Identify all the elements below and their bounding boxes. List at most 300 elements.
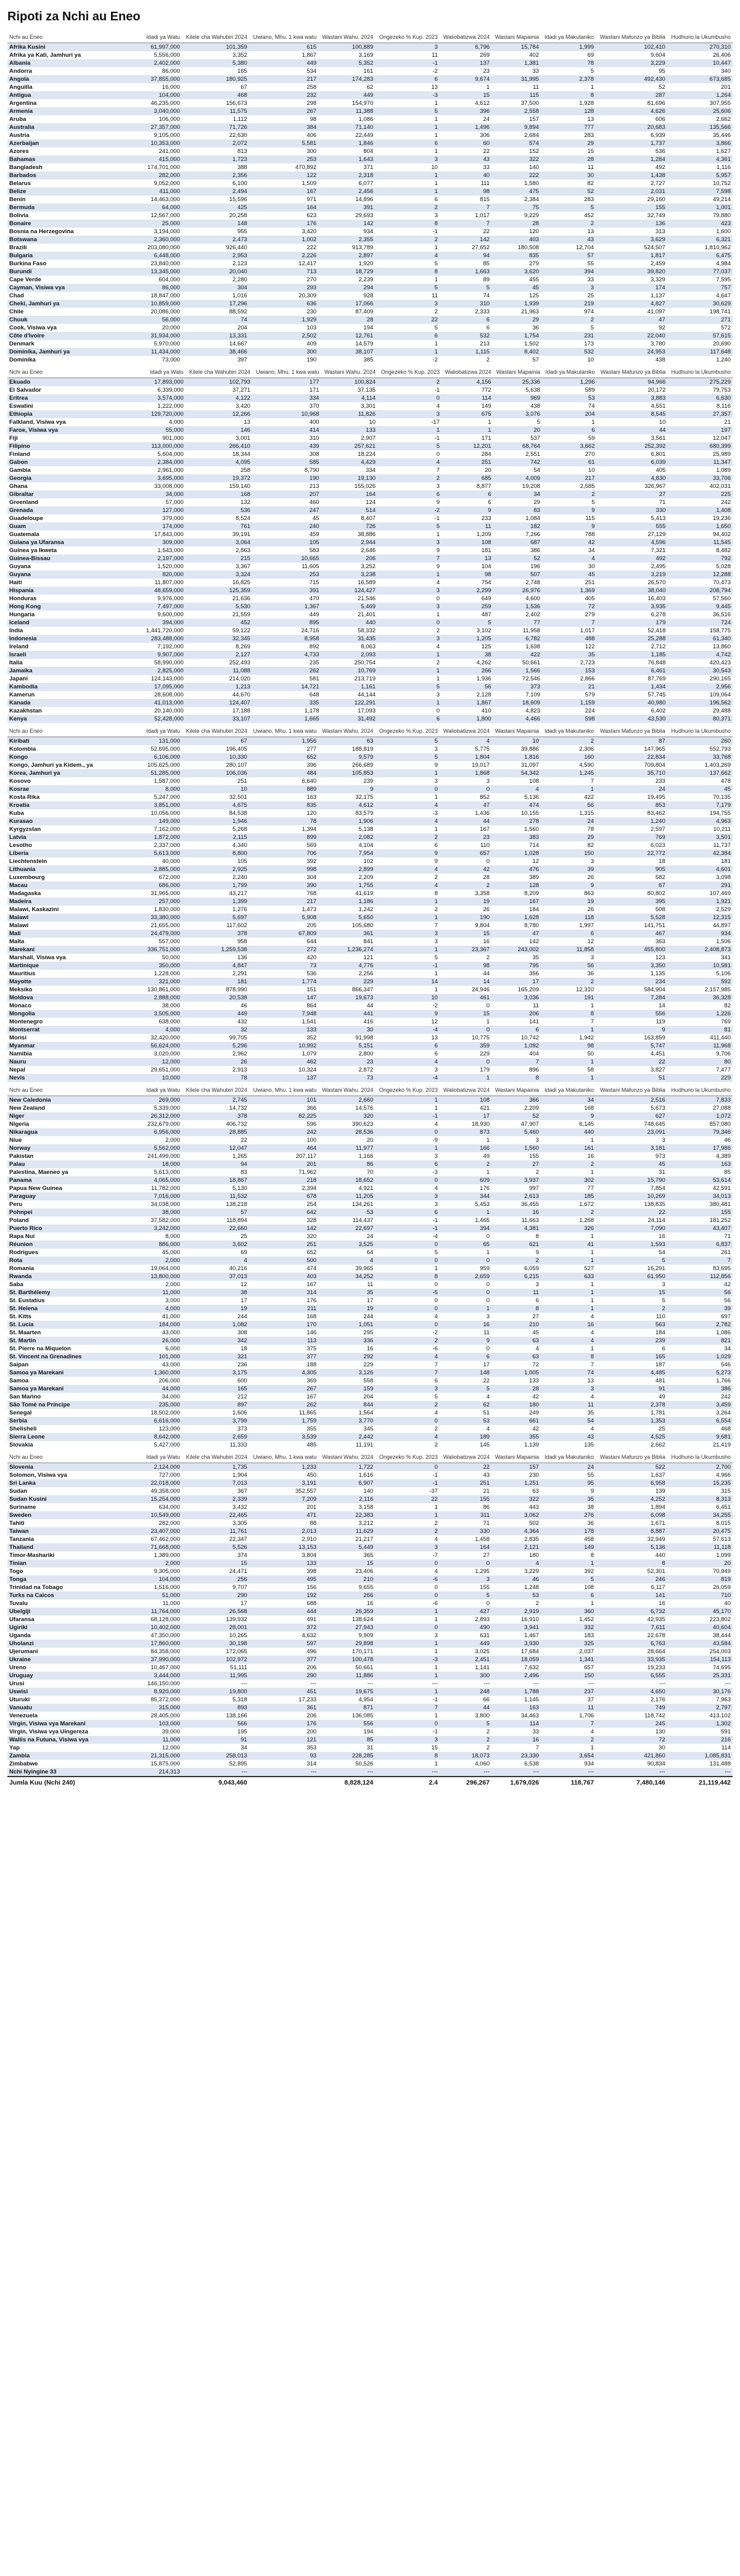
cell-value: 409 <box>249 340 318 348</box>
cell-value: 18 <box>596 857 667 865</box>
table-row <box>7 938 733 946</box>
cell-value: 0 <box>375 1624 440 1632</box>
cell-value: 5,650 <box>318 914 375 922</box>
cell-value: 311 <box>440 1511 491 1519</box>
cell-value: 1,929 <box>249 316 318 324</box>
cell-value: 141 <box>491 1018 541 1026</box>
country-name: Ubelgiji <box>7 1608 143 1616</box>
cell-value: 29,693 <box>318 212 375 220</box>
cell-value: 280,107 <box>182 761 249 769</box>
cell-value: 13 <box>375 83 440 91</box>
cell-value: 149 <box>442 402 493 410</box>
table-row <box>7 332 733 340</box>
cell-value: 9,604 <box>596 51 667 59</box>
cell-value: 51 <box>440 1409 491 1417</box>
table-row <box>7 1624 733 1632</box>
cell-value: 21,636 <box>186 595 252 603</box>
country-name: Dominika <box>7 356 143 364</box>
cell-value: 108 <box>491 777 541 785</box>
cell-value: 3 <box>377 539 442 547</box>
cell-value: 410 <box>442 707 493 715</box>
cell-value: 4,626 <box>596 107 667 115</box>
total-value: 21,119,442 <box>667 1777 733 1789</box>
country-name: Malawi, Kaskazini <box>7 906 143 914</box>
cell-value: 53 <box>440 1417 491 1425</box>
cell-value: 451 <box>249 1688 318 1696</box>
cell-value: 92 <box>596 324 667 332</box>
table-row <box>7 300 733 308</box>
cell-value: 308 <box>182 1329 249 1337</box>
table-row <box>7 659 733 667</box>
cell-value: 913,789 <box>318 244 375 252</box>
cell-value: 522 <box>596 1463 667 1472</box>
cell-value: 2,910 <box>249 1535 318 1543</box>
cell-value: 64 <box>318 1249 375 1257</box>
cell-value: 22 <box>440 147 491 155</box>
cell-value: 8 <box>375 890 440 898</box>
cell-value: 6,077 <box>318 180 375 188</box>
cell-value: 24 <box>596 785 667 793</box>
column-header: Nchi au Eneo <box>7 33 143 43</box>
cell-value: 223,802 <box>667 1616 733 1624</box>
cell-value: 0 <box>375 1321 440 1329</box>
cell-value: 6 <box>375 1377 440 1385</box>
cell-value: 508 <box>596 906 667 914</box>
table-row <box>7 490 733 498</box>
cell-value: 9 <box>375 857 440 865</box>
cell-value: 128 <box>541 107 596 115</box>
header-row <box>7 1453 733 1463</box>
cell-value: 123,000 <box>143 1425 182 1433</box>
table-row <box>7 595 733 603</box>
country-name: Poland <box>7 1216 143 1224</box>
column-header: Wastani Wahu. 2024 <box>321 368 377 378</box>
cell-value: 673,685 <box>667 75 733 83</box>
cell-value: 3 <box>541 954 596 962</box>
cell-value: 22,383 <box>318 1511 375 1519</box>
cell-value: 402,031 <box>667 482 733 490</box>
cell-value: 19,372 <box>186 474 252 482</box>
table-row <box>7 539 733 547</box>
cell-value: 563 <box>596 1321 667 1329</box>
cell-value: 163 <box>491 1704 541 1712</box>
cell-value: 4,000 <box>143 1305 182 1313</box>
cell-value: 0 <box>375 1128 440 1136</box>
cell-value: 959 <box>440 1265 491 1273</box>
cell-value: 1 <box>375 340 440 348</box>
country-name: Lesotho <box>7 841 143 849</box>
country-name: Puerto Rico <box>7 1224 143 1232</box>
cell-value: 813 <box>182 147 249 155</box>
cell-value: 124,427 <box>321 587 377 595</box>
cell-value: 4,776 <box>318 962 375 970</box>
cell-value: 7,598 <box>667 188 733 196</box>
cell-value: 974 <box>541 308 596 316</box>
cell-value: 231 <box>541 332 596 340</box>
cell-value: 892 <box>252 643 321 651</box>
table-row <box>7 1168 733 1176</box>
cell-value: 11,388 <box>318 107 375 115</box>
column-header: Uwiano, Mhu. 1 kwa watu <box>249 33 318 43</box>
cell-value: 897 <box>182 1401 249 1409</box>
cell-value: 7 <box>440 220 491 228</box>
country-name: Antigua <box>7 91 143 99</box>
table-row <box>7 276 733 284</box>
cell-value: 2,925 <box>182 865 249 873</box>
cell-value: 3 <box>375 938 440 946</box>
country-name: Bahamas <box>7 155 143 163</box>
cell-value: 241,499,000 <box>143 1152 182 1160</box>
cell-value: 10,211 <box>667 825 733 833</box>
cell-value: 1 <box>375 1144 440 1152</box>
cell-value: 0 <box>440 1026 491 1034</box>
country-name: Serbia <box>7 1417 143 1425</box>
cell-value: 1 <box>541 1281 596 1289</box>
cell-value: 3,191 <box>249 1479 318 1487</box>
table-row <box>7 777 733 785</box>
cell-value: 15 <box>440 930 491 938</box>
country-name: Kongo, Jamhuri ya Kidem., ya <box>7 761 143 769</box>
cell-value: 4,364 <box>491 1527 541 1535</box>
table-row <box>7 1144 733 1152</box>
cell-value: 1,737 <box>596 139 667 147</box>
cell-value: 2,893 <box>440 1616 491 1624</box>
cell-value: 19,208 <box>493 482 542 490</box>
table-row <box>7 1377 733 1385</box>
cell-value: 22,018,000 <box>143 1479 182 1487</box>
cell-value: 10,467,000 <box>143 1664 182 1672</box>
country-name: Niue <box>7 1136 143 1144</box>
cell-value: 68,764 <box>493 442 542 450</box>
cell-value: 2 <box>541 978 596 986</box>
table-row <box>7 394 733 402</box>
cell-value: 889 <box>249 785 318 793</box>
cell-value: 3 <box>375 43 440 52</box>
cell-value: 28 <box>541 155 596 163</box>
cell-value: 2 <box>375 236 440 244</box>
cell-value: 99,705 <box>182 1034 249 1042</box>
cell-value: 686,000 <box>143 881 182 890</box>
cell-value: 452 <box>541 212 596 220</box>
cell-value: 4,847 <box>182 962 249 970</box>
cell-value: 604,000 <box>143 276 182 284</box>
cell-value: 1 <box>375 188 440 196</box>
cell-value: 334 <box>252 394 321 402</box>
cell-value: 27,943 <box>318 1624 375 1632</box>
cell-value: 113,000,000 <box>143 442 186 450</box>
cell-value: 727,000 <box>143 1471 182 1479</box>
cell-value: 291 <box>667 881 733 890</box>
country-name: Malawi <box>7 922 143 930</box>
cell-value: 14 <box>440 978 491 986</box>
cell-value: 2 <box>541 220 596 228</box>
cell-value: 11 <box>375 51 440 59</box>
cell-value: 74 <box>541 1369 596 1377</box>
cell-value: 11,782,000 <box>143 1184 182 1192</box>
cell-value: 3 <box>375 1200 440 1208</box>
cell-value: 1 <box>440 83 491 91</box>
cell-value: 78 <box>249 817 318 825</box>
cell-value: 44 <box>440 970 491 978</box>
table-row <box>7 849 733 857</box>
cell-value: 491 <box>249 1616 318 1624</box>
table-row <box>7 1208 733 1216</box>
cell-value: 1,516,000 <box>143 1583 182 1591</box>
cell-value: 142 <box>249 1224 318 1232</box>
cell-value: 260 <box>667 737 733 746</box>
cell-value: 26 <box>182 1058 249 1066</box>
cell-value: 1,028 <box>491 849 541 857</box>
cell-value: 38,107 <box>318 348 375 356</box>
table-row <box>7 547 733 555</box>
cell-value: 34,038,000 <box>143 1200 182 1208</box>
cell-value: 3,040,000 <box>143 107 182 115</box>
cell-value: 117,648 <box>667 348 733 356</box>
cell-value: 532 <box>440 332 491 340</box>
cell-value: 2 <box>375 1527 440 1535</box>
cell-value: 2,093 <box>321 651 377 659</box>
cell-value: 6 <box>542 426 597 434</box>
cell-value: 71 <box>596 498 667 506</box>
cell-value: 11,737 <box>667 841 733 849</box>
column-header: Idadi ya Makutaniko <box>541 33 596 43</box>
cell-value: 179 <box>596 619 667 627</box>
cell-value: 57,613 <box>667 1535 733 1543</box>
header-row <box>7 727 733 737</box>
cell-value: 500 <box>249 1257 318 1265</box>
country-name: Venezuela <box>7 1712 143 1720</box>
cell-value: 25,606 <box>667 107 733 115</box>
cell-value: 1,560 <box>491 825 541 833</box>
cell-value: 1,846 <box>318 139 375 147</box>
cell-value: 46,235,000 <box>143 99 182 107</box>
table-row <box>7 745 733 753</box>
cell-value: 17,188 <box>186 707 252 715</box>
cell-value: 20,086,000 <box>143 308 182 316</box>
table-row <box>7 188 733 196</box>
cell-value: 8,545 <box>596 410 667 418</box>
cell-value: 27 <box>440 1551 491 1559</box>
cell-value: 16,589 <box>321 579 377 587</box>
cell-value: 474 <box>249 1265 318 1273</box>
cell-value: 9 <box>542 522 597 530</box>
cell-value: 1,867 <box>442 699 493 707</box>
country-name: Kamerun <box>7 691 143 699</box>
cell-value: 94,402 <box>667 530 733 539</box>
table-row <box>7 155 733 163</box>
cell-value: 16 <box>541 1321 596 1329</box>
cell-value: 230 <box>491 1471 541 1479</box>
cell-value: 17,986 <box>667 1144 733 1152</box>
cell-value: 28,536 <box>318 1128 375 1136</box>
cell-value: 11,629 <box>318 1527 375 1535</box>
table-row <box>7 1050 733 1058</box>
cell-value: 3,827 <box>596 1066 667 1074</box>
cell-value: 724 <box>667 619 733 627</box>
cell-value: 12,288 <box>667 571 733 579</box>
cell-value: 213 <box>252 482 321 490</box>
cell-value: 688 <box>249 1600 318 1608</box>
cell-value: 10,269 <box>596 1192 667 1200</box>
cell-value: 43,584 <box>667 1640 733 1648</box>
table-row <box>7 115 733 123</box>
cell-value: 2 <box>440 1744 491 1752</box>
country-name: Zambia <box>7 1752 143 1760</box>
cell-value: 3,076 <box>493 410 542 418</box>
cell-value: 19,800 <box>182 1688 249 1696</box>
cell-value: 634,000 <box>143 1503 182 1511</box>
cell-value: 621 <box>491 1241 541 1249</box>
cell-value: 33,706 <box>667 474 733 482</box>
cell-value: 34,255 <box>667 1511 733 1519</box>
cell-value: 168 <box>541 1104 596 1112</box>
country-name: Aruba <box>7 115 143 123</box>
table-row <box>7 737 733 746</box>
column-header: Ongezeko % Kup. 2023 <box>377 368 442 378</box>
cell-value: 10 <box>542 466 597 474</box>
cell-value: 1,213 <box>186 683 252 691</box>
cell-value: 20,140,000 <box>143 707 186 715</box>
cell-value: 411,000 <box>143 188 182 196</box>
report-section <box>7 1086 733 1449</box>
cell-value: 72 <box>542 603 597 611</box>
country-name: Belize <box>7 188 143 196</box>
cell-value: 314 <box>249 1760 318 1768</box>
cell-value: -4 <box>375 1026 440 1034</box>
cell-value: 2,899 <box>318 865 375 873</box>
cell-value: 33,380,000 <box>143 914 182 922</box>
country-name: Kazakhstan <box>7 707 143 715</box>
cell-value: 75 <box>491 204 541 212</box>
cell-value: 233 <box>442 514 493 522</box>
cell-value: 2,256 <box>318 970 375 978</box>
cell-value: 174,701,000 <box>143 163 182 171</box>
cell-value: 321 <box>182 1353 249 1361</box>
cell-value: 5 <box>442 619 493 627</box>
cell-value: 464 <box>249 1144 318 1152</box>
cell-value: 47 <box>596 316 667 324</box>
cell-value: 3 <box>377 587 442 595</box>
table-row <box>7 292 733 300</box>
cell-value: 146 <box>186 426 252 434</box>
cell-value: 17,093 <box>321 707 377 715</box>
country-name: Burundi <box>7 268 143 276</box>
cell-value: 45,000 <box>143 1249 182 1257</box>
cell-value: 0 <box>375 1305 440 1313</box>
column-header: Wastani Wahu. 2024 <box>318 33 375 43</box>
total-value <box>249 1777 318 1789</box>
cell-value: 5 <box>440 1385 491 1393</box>
cell-value: 0 <box>375 1417 440 1425</box>
cell-value: 46 <box>667 1136 733 1144</box>
cell-value: 21,655,000 <box>143 922 182 930</box>
table-row <box>7 1495 733 1503</box>
cell-value: 0 <box>377 707 442 715</box>
cell-value: 1,817 <box>596 252 667 260</box>
cell-value: 71,668,000 <box>143 1543 182 1551</box>
cell-value: 167 <box>249 1393 318 1401</box>
cell-value: 5,604,000 <box>143 450 186 458</box>
country-name: Guiana ya Ufaransa <box>7 539 143 547</box>
cell-value: 19,233 <box>596 1664 667 1672</box>
cell-value: 38,444 <box>667 1632 733 1640</box>
cell-value: 335 <box>252 699 321 707</box>
cell-value: 5 <box>541 1575 596 1583</box>
cell-value: 77,037 <box>667 268 733 276</box>
cell-value: 102 <box>318 857 375 865</box>
cell-value: 1,867 <box>249 51 318 59</box>
cell-value: 657 <box>541 1664 596 1672</box>
cell-value: 19,675 <box>318 1688 375 1696</box>
cell-value: 237 <box>541 1688 596 1696</box>
cell-value: 2,402 <box>493 611 542 619</box>
cell-value: 2,495 <box>596 563 667 571</box>
cell-value: 118 <box>541 914 596 922</box>
cell-value: 12,761 <box>318 332 375 340</box>
cell-value: 1,086 <box>318 115 375 123</box>
cell-value: 115 <box>542 514 597 522</box>
cell-value: 1,082 <box>182 1321 249 1329</box>
cell-value: 1 <box>377 651 442 659</box>
cell-value: 7 <box>541 777 596 785</box>
cell-value: 1 <box>541 1345 596 1353</box>
cell-value: 863 <box>541 890 596 898</box>
cell-value: 3,800 <box>440 1712 491 1720</box>
cell-value: 8 <box>375 1273 440 1281</box>
cell-value: 5,957 <box>667 171 733 180</box>
cell-value: 52,695,000 <box>143 745 182 753</box>
cell-value: 0 <box>375 785 440 793</box>
country-name: Belarus <box>7 180 143 188</box>
cell-value: 62 <box>440 1401 491 1409</box>
cell-value: 31,995 <box>491 75 541 83</box>
cell-value: 3 <box>440 1313 491 1321</box>
country-name: Kongo <box>7 753 143 761</box>
cell-value: 29 <box>541 833 596 841</box>
cell-value: 373 <box>182 1425 249 1433</box>
cell-value: 1,628 <box>491 914 541 922</box>
cell-value: -2 <box>375 1329 440 1337</box>
cell-value: 969 <box>493 394 542 402</box>
country-name: Bermuda <box>7 204 143 212</box>
cell-value: 5,469 <box>321 603 377 611</box>
cell-value: 14 <box>596 1002 667 1010</box>
cell-value: 43,000 <box>143 1329 182 1337</box>
cell-value: -4 <box>375 1232 440 1241</box>
country-name: Ufaransa <box>7 1616 143 1624</box>
cell-value: 4 <box>375 252 440 260</box>
cell-value: 3,937 <box>491 1176 541 1184</box>
cell-value: -6 <box>375 1600 440 1608</box>
country-name: Vanuatu <box>7 1704 143 1712</box>
table-row <box>7 675 733 683</box>
cell-value: 29 <box>541 139 596 147</box>
table-row <box>7 962 733 970</box>
cell-value: 153 <box>542 667 597 675</box>
cell-value: 4,647 <box>667 292 733 300</box>
cell-value: 726 <box>321 522 377 530</box>
cell-value: 1 <box>377 675 442 683</box>
table-row <box>7 1503 733 1511</box>
country-name: New Zealand <box>7 1104 143 1112</box>
cell-value: 7 <box>375 922 440 930</box>
cell-value: 30 <box>596 1744 667 1752</box>
cell-value: 2,157,985 <box>667 986 733 994</box>
cell-value: 440 <box>321 619 377 627</box>
country-name: Panama <box>7 1176 143 1184</box>
cell-value: 37 <box>541 1696 596 1704</box>
cell-value: -2 <box>375 1002 440 1010</box>
